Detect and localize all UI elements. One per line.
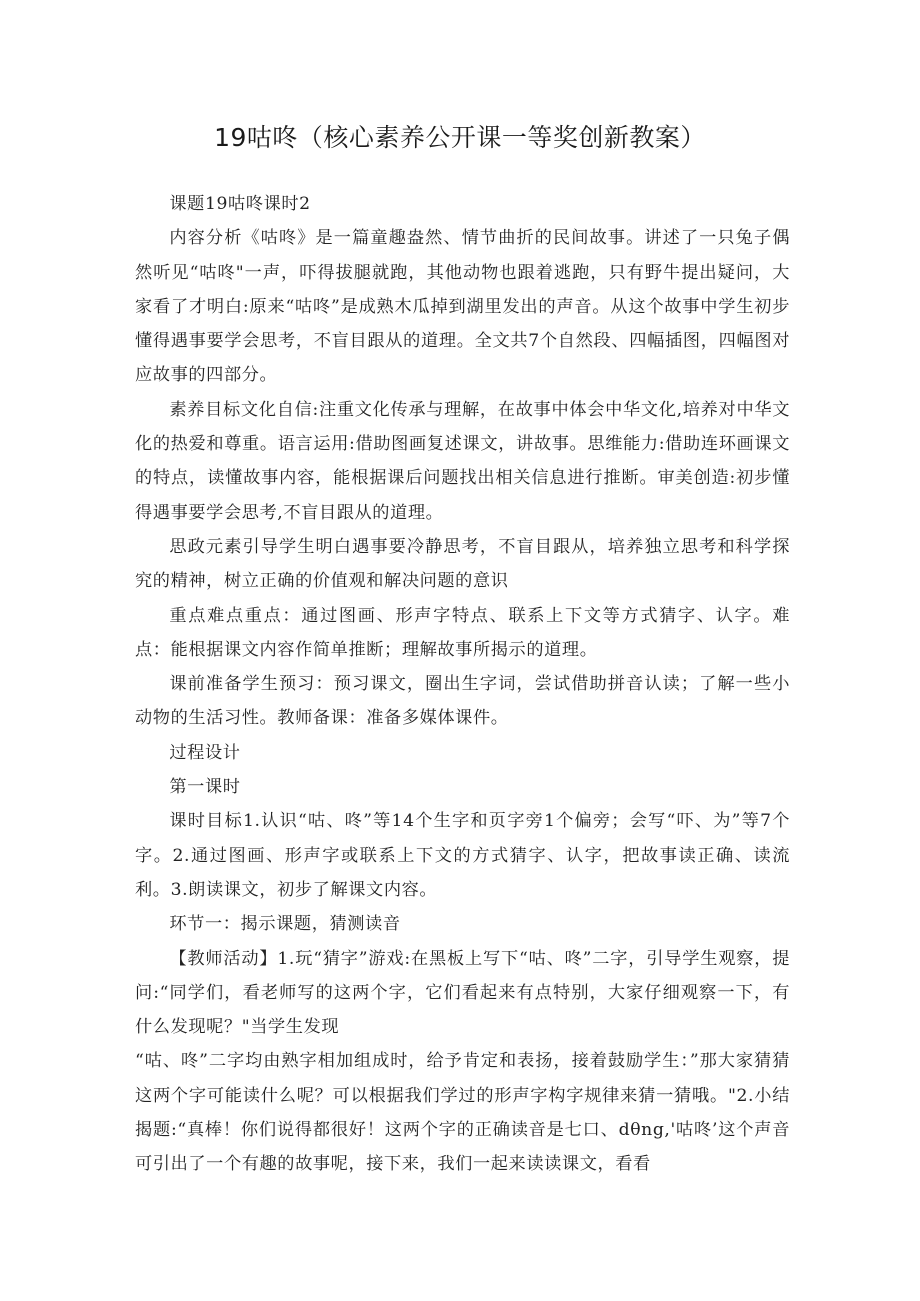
lesson-topic-paragraph: 课题19咕咚课时2: [169, 194, 311, 214]
teacher-activity-continued-paragraph: “咕、咚”二字均由熟字相加组成时，给予肯定和表扬，接着鼓励学生：”那大家猜猜这两个字可能读什么呢？可以根据我们学过的形声字构字规律来猜一猜哦。"2.小结揭题:“真棒！你们说得都很好！这两个字的正确读音是七口、dθng,'咕咚’这个声音可引出了一个有趣的故事呢，接下来，我们一起来读读课文，看看: [135, 1051, 790, 1175]
document-body: [135, 187, 790, 1182]
process-design-heading: 过程设计: [169, 742, 241, 763]
literacy-goals-paragraph: 素养目标文化自信:注重文化传承与理解，在故事中体会中华文化,培养对中华文化的热爱和尊重。语言运用:借助图画复述课文，讲故事。思维能力:借助连环画课文的特点，读懂故事内容，能根据课后问题找出相关信息进行推断。审美创造:初步懂得遇事要学会思考,不盲目跟从的道理。: [135, 399, 790, 523]
key-difficult-points-paragraph: 重点难点重点：通过图画、形声字特点、联系上下文等方式猜字、认字。难点：能根据课文内容作简单推断；理解故事所揭示的道理。: [135, 605, 790, 660]
preparation-paragraph: 课前准备学生预习：预习课文，圈出生字词，尝试借助拼音认读；了解一些小动物的生活习性。教师备课：准备多媒体课件。: [135, 674, 790, 729]
content-analysis-paragraph: 内容分析《咕咚》是一篇童趣盎然、情节曲折的民间故事。讲述了一只兔子偶然听见“咕咚"一声，吓得拔腿就跑，其他动物也跟着逃跑，只有野牛提出疑问，大家看了才明白:原来“咕咚”是成熟木瓜掉到湖里发出的声音。从这个故事中学生初步懂得遇事要学会思考，不盲目跟从的道理。全文共7个自然段、四幅插图，四幅图对应故事的四部分。: [135, 228, 790, 386]
teacher-activity-paragraph: 【教师活动】1.玩“猜字”游戏:在黑板上写下“咕、咚”二字，引导学生观察，提问:“同学们，看老师写的这两个字，它们看起来有点特别，大家仔细观察一下，有什么发现呢？"当学生发现: [135, 948, 790, 1038]
ideology-elements-paragraph: 思政元素引导学生明白遇事要冷静思考，不盲目跟从，培养独立思考和科学探究的精神，树立正确的价值观和解决问题的意识: [135, 536, 790, 592]
first-lesson-heading: 第一课时: [169, 777, 241, 798]
document-title: 19咕咚（核心素养公开课一等奖创新教案）: [214, 123, 706, 152]
lesson-goals-paragraph: 课时目标1.认识“咕、咚”等14个生字和页字旁1个偏旁；会写“吓、为”等7个字。2.通过图画、形声字或联系上下文的方式猜字、认字，把故事读正确、读流利。3.朗读课文，初步了解课文内容。: [135, 811, 790, 900]
step-one-heading: 环节一：揭示课题，猜测读音: [169, 914, 401, 935]
